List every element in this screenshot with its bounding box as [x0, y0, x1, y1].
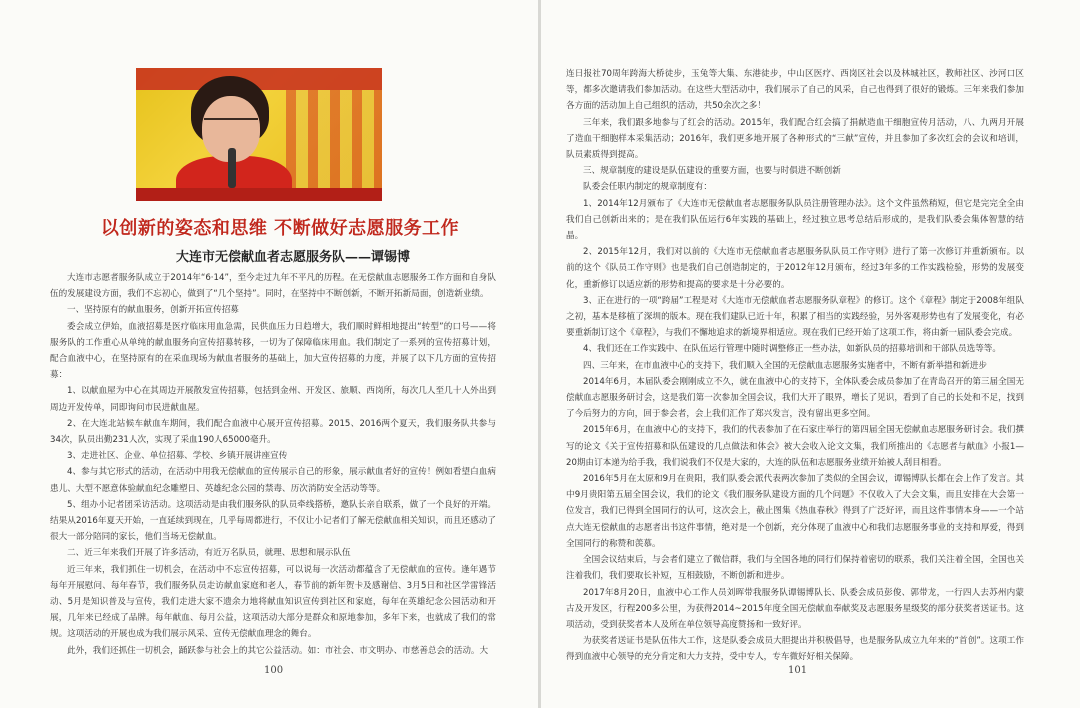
- section-heading: 三、规章制度的建设是队伍建设的重要方面，也要与时俱进不断创新: [583, 166, 841, 177]
- paragraph: 为获奖者送证书是队伍伟大工作，这是队委会成员大胆提出并积极倡导，也是服务队成立九年来的“首创”。这项工作得到血液中心领导的充分肯定和大力支持，受中专人，专车微好好相关保障。: [566, 636, 1024, 663]
- section-heading: 四、三年来，在市血液中心的支持下，我们顺入全国的无偿献血志愿服务实施者中，不断有新举措和新进步: [583, 360, 987, 371]
- paragraph: 4、我们还在工作实践中、在队伍运行管理中随时调整修正一些办法，如新队员的招募培训和干部队员选等等。: [583, 344, 1001, 355]
- page-number-right: 101: [788, 665, 808, 676]
- paragraph: 2、2015年12月，我们对以前的《大连市无偿献血者志愿服务队队员工作守则》进行了第一次修订并重新颁布。以前的这个《队员工作守则》也是我们自己创造制定的，于2012年12月颁布，经过3年多的工作实践检验，形势的发展变化，重新修订以适应新的形势和提高的要求是十分必要的。: [566, 247, 1024, 290]
- paragraph: 三年来，我们跟多地参与了红会的活动。2015年，我们配合红会搞了捐献造血干细胞宣传月活动，八、九两月开展了造血干细胞样本采集活动；2016年，我们更多地开展了各种形式的“三献”宣传，并且参加了多次红会的会议和培训，队员素质得到提高。: [566, 117, 1024, 161]
- paragraph: 4、参与其它形式的活动，在活动中用我无偿献血的宣传展示自己的形象，展示献血者好的宣传！例如看望白血病患儿、大型不愿意体验献血纪念雕塑日、英雄纪念公园的禁毒、历次消防安全活动等等。: [50, 467, 496, 494]
- right-body-text: [566, 66, 1024, 666]
- paragraph: 大连市志愿者服务队成立于2014年“6·14”，至今走过九年不平凡的历程。在无偿献血志愿服务工作方面和自身队伍的发展建设方面，我们不忘初心，做到了“几个坚持”。同时，在坚持中不断创新，不断开拓新局面，创造新业绩。: [50, 273, 496, 300]
- paragraph: 1、2014年12月颁布了《大连市无偿献血者志愿服务队队员注册管理办法》。这个文件虽然稍短，但它是完完全全由我们自己创新出来的；是在我们队伍运行6年实践的基础上，经过独立思考总结后形成的，是我们队委会集体智慧的结晶。: [566, 198, 1024, 242]
- page-number-left: 100: [264, 665, 284, 676]
- left-page: [0, 0, 538, 708]
- paragraph: 2014年6月，本届队委会刚刚成立不久，就在血液中心的支持下，全体队委会成员参加了在青岛召开的第三届全国无偿献血志愿服务研讨会，这是我们第一次参加全国会议，我们大开了眼界，增长了见识，看到了自己的长处和不足，找到了今后努力的方向，回于参会者，会上我们汇作了郑兴发言，没有留出更多空间。: [566, 376, 1024, 420]
- section-heading: 一、坚持原有的献血服务，创新开拓宣传招募: [67, 305, 239, 316]
- paragraph: 全国会议结束后，与会者们建立了微信群，我们与全国各地的同行们保持着密切的联系，我们关注着全国，全国也关注着我们，我们要取长补短，互相鼓励，不断创新和进步。: [566, 555, 1024, 582]
- paragraph: 2015年6月，在血液中心的支持下，我们的代表参加了在石家庄举行的第四届全国无偿献血志愿服务研讨会。我们撰写的论文《关于宣传招募和队伍建设的几点做法和体会》被大会收入论文文集，我们所推出的《志愿者与献血》小报1—20期由订本递为给手我，我们说我们不仅是大家的，大连的队伍和志愿服务业绩开始被人刮目相看。: [566, 425, 1024, 468]
- article-title: 以创新的姿态和思维 不断做好志愿服务工作: [100, 218, 460, 239]
- paragraph: 委会成立伊始，血液招募是医疗临床用血急需，民供血压力日趋增大，我们顺时鲜相地提出“转型”的口号——将服务队的工作重心从单纯的献血服务向宣传招募转移，一切为了保障临床用血。我们制定了一系列的宣传招募计划，配合血液中心，在坚持原有的在采血现场为献血者服务的基础上，加大宣传招募的力度，并展了以下几方面的宣传招募：: [50, 321, 496, 381]
- speaker-photo: [136, 68, 382, 201]
- right-page: [541, 0, 1080, 708]
- paragraph: 3、走进社区、企业、单位招募、学校、乡镇开展讲座宣传: [67, 451, 288, 462]
- paragraph: 5、组办小记者团采访活动。这项活动是由我们服务队的队员牵线搭桥，邀队长亲自联系，做了一个良好的开端。结果从2016年夏天开始，一直延续到现在，几乎每周都进行，不仅让小记者们了解无偿献血相关知识，而且还感动了很大一部分陪同的家长，他们当场无偿献血。: [50, 499, 496, 543]
- paragraph: 2016年5月在太原和9月在贵阳，我们队委会派代表两次参加了类似的全国会议，谭锡博队长都在会上作了发言。其中9月贵阳第五届全国会议，我们的论文《我们服务队建设方面的几个问题》不仅收入了大会文集，而且安排在大会第一位发言，我们已得到全国同行的认可，这次会上，截止图集《热血春秋》得到了广泛好评，而且这件事情本身——一个站点大连无偿献血的志愿者出书这件事情，绝对是一个创新，充分体现了血液中心和我们志愿服务事业的支持和厚爱，得到全国同行的称赞和羡慕。: [566, 474, 1024, 549]
- paragraph: 1、以献血屋为中心在其周边开展散发宣传招募，包括到金州、开发区、旅顺、西岗所，每次几人至几十人外出到周边开发传单，同即询问市民进献血屋。: [50, 386, 496, 413]
- article-byline: 大连市无偿献血者志愿服务队——谭锡博: [176, 250, 411, 265]
- paragraph: 队委会任职内制定的规章制度有：: [583, 182, 712, 193]
- paragraph: 2017年8月20日，血液中心工作人员刘晖带我服务队谭锡博队长、队委会成员彭俊、郭带龙，一行四人去苏州内蒙古及开发区，行程200多公里，为获得2014~2015年度全国无偿献血奉献奖及志愿服务星级奖的部分获奖者送证书。这项活动，受到获奖者本人及所在单位领导高度赞扬和一致好评。: [566, 587, 1024, 630]
- paragraph: 连日报社70周年跨海大桥徒步，玉兔等大集、东港徒步，中山区医疗、西岗区社会以及林城社区，教师社区、沙河口区等，都多次邀请我们参加活动。在这些大型活动中，我们展示了自己的风采，自己也得到了很好的锻炼。三年来我们参加各方面的活动加上自己组织的活动，共50余次之多！: [566, 69, 1024, 112]
- photo-backdrop-flags: [286, 90, 382, 201]
- photo-glasses: [204, 118, 258, 130]
- paragraph: 2、在大连北站候车献血车期间，我们配合血液中心展开宣传招募。2015、2016两个夏天，我们服务队共参与34次，队员出勤231人次，实现了采血190人65000毫升。: [50, 418, 496, 446]
- paragraph: 近三年来，我们抓住一切机会，在活动中不忘宣传招募，可以说每一次活动都蕴含了无偿献血的宣传。逢年遇节每年开展慰问、每年春节，我们服务队员走访献血家庭和老人，春节前的新年贺卡及感谢信、3月5日和社区学雷锋活动、5月是知识普及与宣传，我们走进大家不遗余力地将献血知识宣传到社区和家庭，每年在英雄纪念公园活动和开展，几年来已经成了品牌。每年献血、每月公益，这项活动大部分是群众和原地参加，多年下来，也就成了我们的常规。这项活动的开展也成为我们展示风采、宣传无偿献血理念的舞台。: [50, 564, 496, 640]
- photo-desk: [136, 188, 382, 201]
- microphone-icon: [228, 148, 236, 188]
- left-body-text: [50, 270, 496, 659]
- paragraph: 3、正在进行的一项“跨届”工程是对《大连市无偿献血者志愿服务队章程》的修订。这个《章程》制定于2008年组队之初，基本是移植了深圳的版本。现在我们建队已近十年，积累了相当的实践经验，另外客观形势也有了发展变化，有必要重新制订这个《章程》，与我们不懈地追求的新境界相适应。现在我们已经开始了这项工作，将由新一届队委会完成。: [566, 295, 1024, 339]
- section-heading: 二、近三年来我们开展了许多活动，有近万名队员，就理、思想和展示队伍: [67, 548, 351, 559]
- paragraph: 此外，我们还抓住一切机会，踊跃参与社会上的其它公益活动。如：市社会、市文明办、市慈善总会的活动。大: [67, 645, 489, 656]
